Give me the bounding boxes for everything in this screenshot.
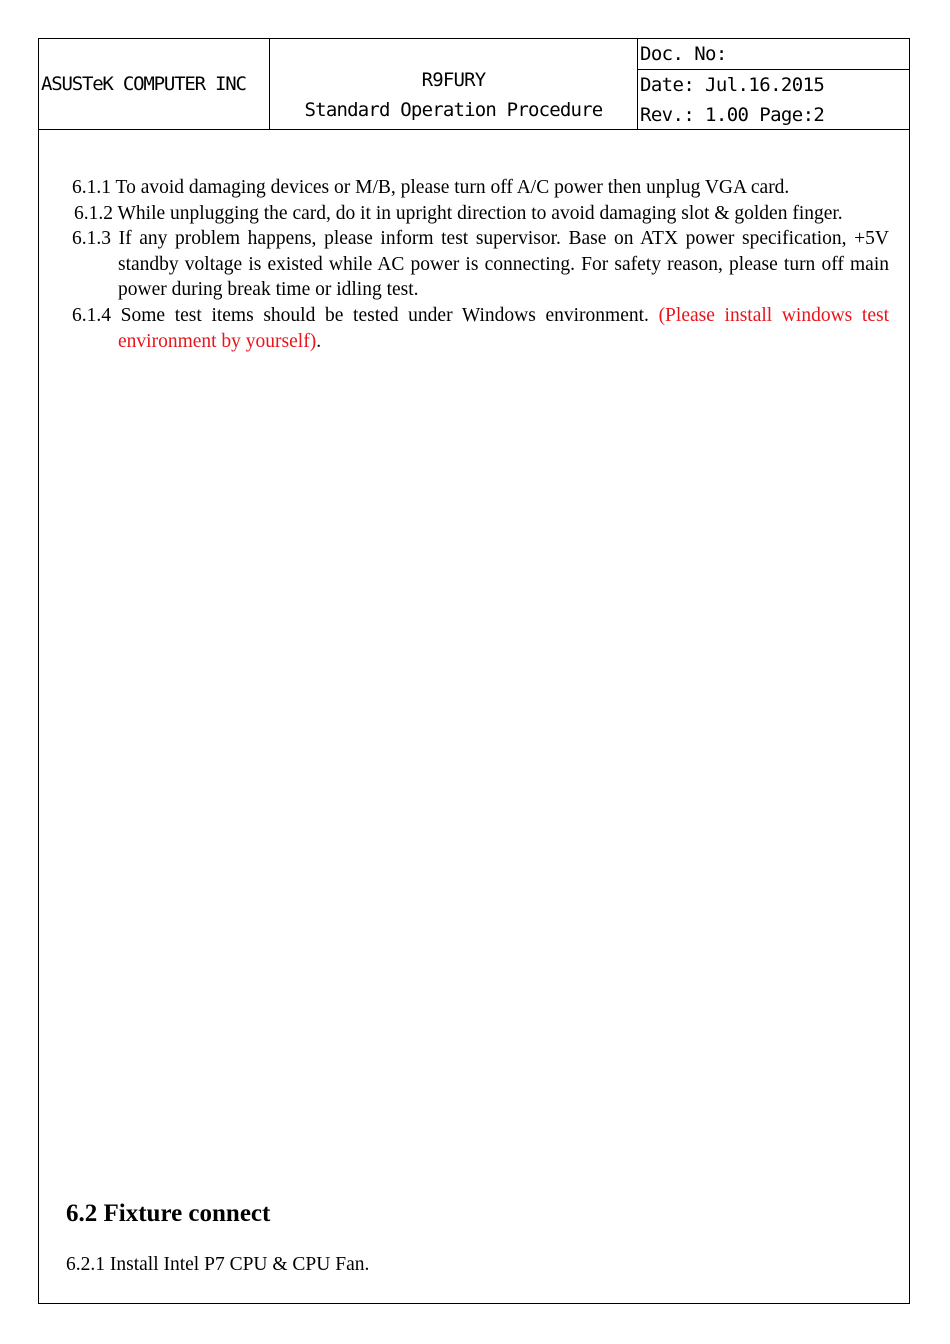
- instruction-item: 6.1.2 While unplugging the card, do it in upright direction to avoid damaging slot & golden finger.: [74, 202, 843, 224]
- section-heading: 6.2 Fixture connect: [66, 1200, 271, 1227]
- document-header: [39, 39, 909, 130]
- instructions-list: [72, 175, 889, 354]
- doc-number: Doc. No:: [638, 39, 909, 70]
- instruction-note: (Please install windows test environment by yourself): [118, 304, 889, 352]
- company-name: ASUSTeK COMPUTER INC: [39, 39, 270, 129]
- model-name: R9FURY: [421, 69, 486, 91]
- doc-revision-page: Rev.: 1.00 Page:2: [640, 104, 825, 126]
- document-title-cell: [270, 39, 638, 129]
- doc-date: Date: Jul.16.2015: [640, 74, 825, 96]
- instruction-item: [72, 303, 889, 354]
- instruction-tail: .: [316, 330, 322, 352]
- instruction-text: 6.1.4 Some test items should be tested under Windows environment.: [72, 304, 659, 326]
- document-meta: [638, 39, 909, 129]
- instruction-item: 6.1.3 If any problem happens, please inform test supervisor. Base on ATX power specification, +5V standby voltage is existed while AC power is connecting. For safety reason, please turn off main power during break time or idling test.: [72, 228, 889, 301]
- instruction-item: 6.1.1 To avoid damaging devices or M/B, please turn off A/C power then unplug VGA card.: [72, 177, 790, 198]
- section-step: 6.2.1 Install Intel P7 CPU & CPU Fan.: [66, 1254, 370, 1275]
- document-type: Standard Operation Procedure: [304, 99, 603, 121]
